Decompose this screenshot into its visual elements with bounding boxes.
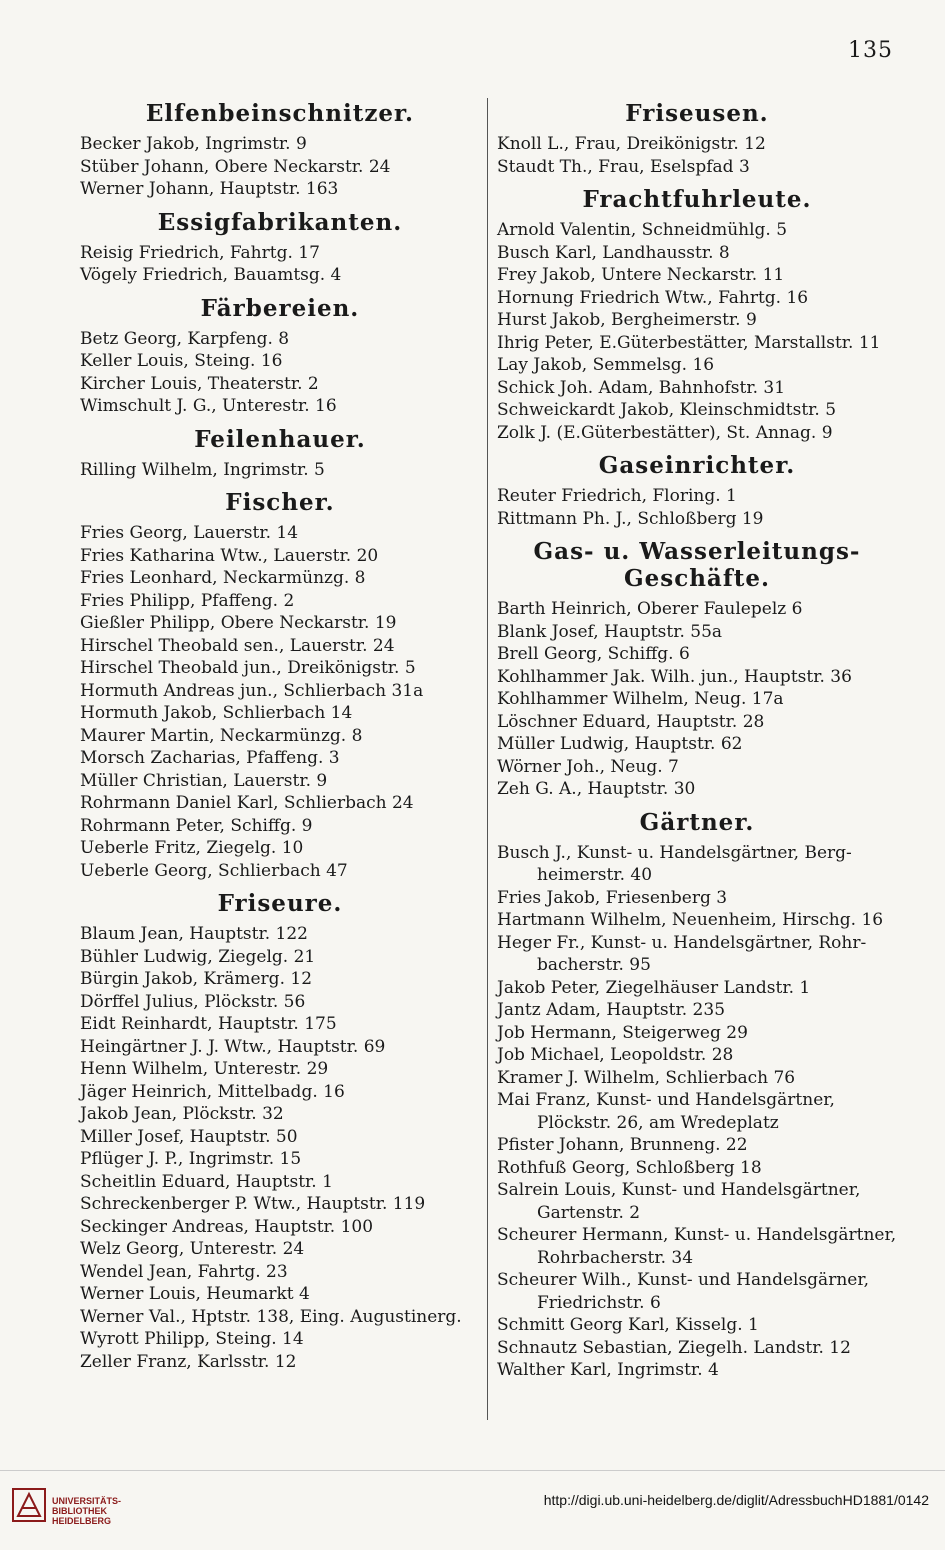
directory-entry	[80, 1306, 480, 1329]
entry-text: Arnold Valentin, Schneidmühlg. 5	[497, 220, 788, 240]
entry-text: Zolk J. (E.Güterbestätter), St. Annag. 9	[497, 422, 833, 443]
entry-text: Stüber Johann, Obere Neckarstr. 24	[80, 156, 391, 177]
entry-text: Knoll L., Frau, Dreikönigstr. 12	[497, 134, 766, 154]
directory-entry	[80, 860, 480, 883]
entry-text: Löschner Eduard, Hauptstr. 28	[497, 711, 765, 732]
directory-section	[497, 452, 897, 530]
directory-entry	[497, 156, 897, 179]
section-heading: Feilenhauer.	[194, 425, 366, 453]
right-column	[497, 92, 897, 1382]
directory-entry	[497, 733, 897, 756]
entry-text: Blaum Jean, Hauptstr. 122	[80, 924, 308, 944]
library-logo-icon	[12, 1488, 46, 1522]
entry-text: Werner Louis, Heumarkt 4	[80, 1284, 310, 1304]
entry-text: Eidt Reinhardt, Hauptstr. 175	[80, 1014, 337, 1034]
directory-entry	[497, 1314, 897, 1337]
directory-section	[497, 538, 897, 801]
entry-text: Bühler Ludwig, Ziegelg. 21	[80, 946, 316, 967]
directory-entry	[80, 1171, 480, 1194]
directory-entry	[80, 1058, 480, 1081]
directory-entry	[497, 1224, 897, 1269]
directory-entry	[80, 1283, 480, 1306]
directory-entry	[497, 977, 897, 1000]
entry-text: Barth Heinrich, Oberer Faulepelz 6	[497, 599, 803, 619]
entry-text: Jäger Heinrich, Mittelbadg. 16	[80, 1081, 345, 1102]
entry-text: Rohrmann Peter, Schiffg. 9	[80, 815, 313, 836]
left-column	[80, 92, 480, 1373]
directory-entry	[497, 842, 897, 887]
entry-text: Fries Georg, Lauerstr. 14	[80, 523, 299, 543]
directory-entry	[497, 598, 897, 621]
directory-entry	[80, 545, 480, 568]
entry-text: Scheitlin Eduard, Hauptstr. 1	[80, 1171, 333, 1192]
entry-text: Maurer Martin, Neckarmünzg. 8	[80, 725, 363, 746]
directory-entry	[80, 680, 480, 703]
section-heading: Gaseinrichter.	[598, 452, 796, 479]
entry-continuation: bacherstr. 95	[537, 955, 651, 975]
directory-section	[80, 100, 480, 201]
library-name-line: HEIDELBERG	[52, 1516, 112, 1526]
entry-continuation: Gartenstr. 2	[537, 1202, 641, 1223]
directory-entry	[497, 485, 897, 508]
section-heading: Gärtner.	[639, 808, 755, 836]
section-heading: Fischer.	[225, 489, 335, 516]
directory-entry	[497, 309, 897, 332]
source-url-link[interactable]: http://digi.ub.uni-heidelberg.de/diglit/AdressbuchHD1881/0142	[543, 1492, 929, 1508]
entry-continuation: Plöckstr. 26, am Wredeplatz	[537, 1112, 779, 1133]
entry-text: Fries Leonhard, Neckarmünzg. 8	[80, 568, 366, 588]
directory-entry	[497, 377, 897, 400]
directory-section	[80, 426, 480, 482]
entry-text: Hartmann Wilhelm, Neuenheim, Hirschg. 16	[497, 910, 884, 930]
entry-text: Hormuth Jakob, Schlierbach 14	[80, 703, 353, 723]
directory-entry	[80, 133, 480, 156]
entry-text: Schreckenberger P. Wtw., Hauptstr. 119	[80, 1194, 426, 1214]
directory-section	[497, 100, 897, 178]
entry-text: Schnautz Sebastian, Ziegelh. Landstr. 12	[497, 1337, 851, 1358]
directory-entry	[497, 1067, 897, 1090]
entry-text: Reisig Friedrich, Fahrtg. 17	[80, 242, 320, 263]
directory-entry	[80, 923, 480, 946]
entry-text: Schick Joh. Adam, Bahnhofstr. 31	[497, 377, 786, 398]
entry-text: Heingärtner J. J. Wtw., Hauptstr. 69	[80, 1036, 386, 1057]
entry-text: Bürgin Jakob, Krämerg. 12	[80, 969, 313, 989]
entry-continuation: Friedrichstr. 6	[537, 1292, 661, 1313]
directory-entry	[80, 459, 480, 482]
entry-text: Schweickardt Jakob, Kleinschmidtstr. 5	[497, 400, 837, 420]
section-heading: Friseure.	[217, 890, 343, 917]
directory-entry	[497, 932, 897, 977]
directory-entry	[80, 635, 480, 658]
entry-text: Hormuth Andreas jun., Schlierbach 31a	[80, 680, 424, 701]
entry-text: Rothfuß Georg, Schloßberg 18	[497, 1157, 762, 1178]
directory-entry	[80, 770, 480, 793]
directory-entry	[80, 178, 480, 201]
directory-entry	[497, 354, 897, 377]
entry-text: Lay Jakob, Semmelsg. 16	[497, 355, 715, 375]
directory-entry	[497, 1337, 897, 1360]
page-number: 135	[848, 38, 893, 63]
directory-entry	[80, 373, 480, 396]
entry-text: Henn Wilhelm, Unterestr. 29	[80, 1059, 329, 1079]
directory-entry	[80, 612, 480, 635]
entry-text: Ihrig Peter, E.Güterbestätter, Marstallstr. 11	[497, 332, 881, 353]
entry-text: Becker Jakob, Ingrimstr. 9	[80, 134, 307, 154]
directory-entry	[497, 666, 897, 689]
directory-entry	[80, 1193, 480, 1216]
entry-text: Blank Josef, Hauptstr. 55a	[497, 621, 723, 642]
entry-text: Jakob Jean, Plöckstr. 32	[80, 1104, 284, 1124]
entry-text: Werner Johann, Hauptstr. 163	[80, 179, 339, 199]
entry-text: Jakob Peter, Ziegelhäuser Landstr. 1	[497, 977, 811, 998]
directory-entry	[80, 968, 480, 991]
directory-entry	[497, 1359, 897, 1382]
directory-entry	[497, 1089, 897, 1134]
entry-text: Müller Christian, Lauerstr. 9	[80, 770, 328, 791]
entry-text: Busch J., Kunst- u. Handelsgärtner, Berg-	[497, 842, 852, 863]
entry-text: Job Michael, Leopoldstr. 28	[497, 1045, 734, 1065]
entry-text: Hurst Jakob, Bergheimerstr. 9	[497, 310, 757, 330]
directory-entry	[80, 1238, 480, 1261]
entry-text: Pflüger J. P., Ingrimstr. 15	[80, 1149, 302, 1169]
entry-text: Welz Georg, Unterestr. 24	[80, 1239, 305, 1259]
directory-entry	[497, 1044, 897, 1067]
entry-text: Heger Fr., Kunst- u. Handelsgärtner, Rohr-	[497, 932, 867, 953]
directory-entry	[80, 328, 480, 351]
entry-text: Rilling Wilhelm, Ingrimstr. 5	[80, 459, 325, 480]
section-heading: Friseusen.	[625, 100, 769, 127]
entry-text: Rittmann Ph. J., Schloßberg 19	[497, 508, 764, 529]
entry-text: Reuter Friedrich, Floring. 1	[497, 486, 737, 506]
directory-entry	[80, 725, 480, 748]
entry-text: Ueberle Fritz, Ziegelg. 10	[80, 838, 304, 858]
entry-text: Müller Ludwig, Hauptstr. 62	[497, 734, 743, 754]
entry-text: Fries Philipp, Pfaffeng. 2	[80, 590, 295, 611]
directory-entry	[80, 792, 480, 815]
directory-entry	[80, 590, 480, 613]
entry-text: Dörffel Julius, Plöckstr. 56	[80, 991, 306, 1012]
directory-entry	[80, 395, 480, 418]
directory-entry	[497, 999, 897, 1022]
library-name-line: BIBLIOTHEK	[52, 1506, 107, 1516]
directory-entry	[497, 778, 897, 801]
directory-entry	[80, 156, 480, 179]
entry-continuation: heimerstr. 40	[537, 865, 653, 885]
directory-entry	[497, 287, 897, 310]
directory-entry	[80, 1013, 480, 1036]
directory-entry	[497, 887, 897, 910]
directory-entry	[497, 242, 897, 265]
section-heading: Essigfabrikanten.	[157, 208, 403, 236]
entry-text: Werner Val., Hptstr. 138, Eing. Augustinerg.	[80, 1306, 462, 1327]
entry-text: Scheurer Hermann, Kunst- u. Handelsgärtner,	[497, 1225, 897, 1245]
entry-text: Fries Jakob, Friesenberg 3	[497, 887, 728, 908]
directory-section	[80, 489, 480, 882]
directory-entry	[497, 219, 897, 242]
directory-entry	[80, 1103, 480, 1126]
directory-entry	[80, 837, 480, 860]
entry-text: Miller Josef, Hauptstr. 50	[80, 1126, 298, 1147]
directory-entry	[497, 1022, 897, 1045]
directory-entry	[80, 1216, 480, 1239]
entry-text: Pfister Johann, Brunneng. 22	[497, 1135, 748, 1155]
directory-entry	[497, 508, 897, 531]
library-name	[52, 1496, 121, 1526]
directory-entry	[497, 422, 897, 445]
entry-text: Job Hermann, Steigerweg 29	[497, 1022, 748, 1043]
entry-continuation: Rohrbacherstr. 34	[537, 1247, 694, 1268]
entry-text: Zeh G. A., Hauptstr. 30	[497, 779, 696, 799]
directory-entry	[80, 815, 480, 838]
directory-entry	[80, 1351, 480, 1374]
entry-text: Scheurer Wilh., Kunst- und Handelsgärner,	[497, 1270, 869, 1290]
entry-text: Kohlhammer Wilhelm, Neug. 17a	[497, 689, 784, 709]
directory-entry	[80, 1036, 480, 1059]
directory-entry	[497, 711, 897, 734]
entry-text: Kramer J. Wilhelm, Schlierbach 76	[497, 1067, 796, 1088]
directory-section	[80, 209, 480, 287]
entry-text: Frey Jakob, Untere Neckarstr. 11	[497, 265, 785, 285]
directory-entry	[80, 702, 480, 725]
entry-text: Wörner Joh., Neug. 7	[497, 756, 679, 777]
directory-entry	[80, 1126, 480, 1149]
entry-text: Wyrott Philipp, Steing. 14	[80, 1329, 304, 1349]
directory-entry	[80, 350, 480, 373]
directory-entry	[80, 264, 480, 287]
section-heading: Färbereien.	[200, 294, 360, 322]
entry-text: Hirschel Theobald jun., Dreikönigstr. 5	[80, 658, 416, 678]
directory-entry	[80, 242, 480, 265]
directory-entry	[80, 567, 480, 590]
entry-text: Walther Karl, Ingrimstr. 4	[497, 1360, 719, 1380]
directory-entry	[497, 756, 897, 779]
entry-text: Schmitt Georg Karl, Kisselg. 1	[497, 1315, 759, 1335]
entry-text: Mai Franz, Kunst- und Handelsgärtner,	[497, 1090, 835, 1110]
section-heading: Frachtfuhrleute.	[582, 186, 812, 213]
entry-text: Jantz Adam, Hauptstr. 235	[497, 1000, 726, 1020]
section-heading: Elfenbeinschnitzer.	[145, 100, 415, 127]
directory-entry	[497, 1157, 897, 1180]
directory-entry	[497, 1134, 897, 1157]
entry-text: Salrein Louis, Kunst- und Handelsgärtner,	[497, 1180, 861, 1200]
column-divider	[487, 98, 488, 1420]
directory-entry	[80, 747, 480, 770]
entry-text: Busch Karl, Landhausstr. 8	[497, 242, 730, 263]
directory-entry	[497, 332, 897, 355]
entry-text: Hirschel Theobald sen., Lauerstr. 24	[80, 635, 395, 656]
entry-text: Hornung Friedrich Wtw., Fahrtg. 16	[497, 287, 809, 308]
directory-entry	[80, 1328, 480, 1351]
entry-text: Ueberle Georg, Schlierbach 47	[80, 860, 348, 881]
entry-text: Brell Georg, Schiffg. 6	[497, 644, 690, 664]
directory-section	[497, 809, 897, 1382]
entry-text: Vögely Friedrich, Bauamtsg. 4	[80, 265, 342, 285]
entry-text: Rohrmann Daniel Karl, Schlierbach 24	[80, 793, 414, 813]
entry-text: Wimschult J. G., Unterestr. 16	[80, 396, 337, 416]
directory-entry	[497, 621, 897, 644]
library-name-line: UNIVERSITÄTS-	[52, 1496, 122, 1506]
directory-entry	[497, 1179, 897, 1224]
directory-section	[80, 890, 480, 1373]
entry-text: Keller Louis, Steing. 16	[80, 351, 283, 371]
directory-entry	[80, 657, 480, 680]
directory-entry	[80, 1081, 480, 1104]
directory-entry	[80, 1148, 480, 1171]
directory-section	[497, 186, 897, 444]
directory-entry	[80, 522, 480, 545]
entry-text: Seckinger Andreas, Hauptstr. 100	[80, 1216, 374, 1237]
directory-entry	[80, 946, 480, 969]
entry-text: Fries Katharina Wtw., Lauerstr. 20	[80, 545, 379, 566]
directory-entry	[80, 1261, 480, 1284]
directory-entry	[497, 1269, 897, 1314]
directory-entry	[80, 991, 480, 1014]
entry-text: Morsch Zacharias, Pfaffeng. 3	[80, 748, 340, 768]
entry-text: Zeller Franz, Karlsstr. 12	[80, 1351, 297, 1372]
entry-text: Staudt Th., Frau, Eselspfad 3	[497, 156, 750, 177]
directory-entry	[497, 133, 897, 156]
directory-entry	[497, 399, 897, 422]
entry-text: Kircher Louis, Theaterstr. 2	[80, 373, 319, 394]
entry-text: Kohlhammer Jak. Wilh. jun., Hauptstr. 36	[497, 666, 852, 687]
section-heading: Gas- u. Wasserleitungs-Geschäfte.	[533, 538, 861, 592]
entry-text: Wendel Jean, Fahrtg. 23	[80, 1261, 288, 1282]
entry-text: Gießler Philipp, Obere Neckarstr. 19	[80, 613, 397, 633]
directory-entry	[497, 643, 897, 666]
directory-entry	[497, 909, 897, 932]
directory-section	[80, 295, 480, 418]
directory-entry	[497, 264, 897, 287]
directory-entry	[497, 688, 897, 711]
entry-text: Betz Georg, Karpfeng. 8	[80, 328, 290, 349]
